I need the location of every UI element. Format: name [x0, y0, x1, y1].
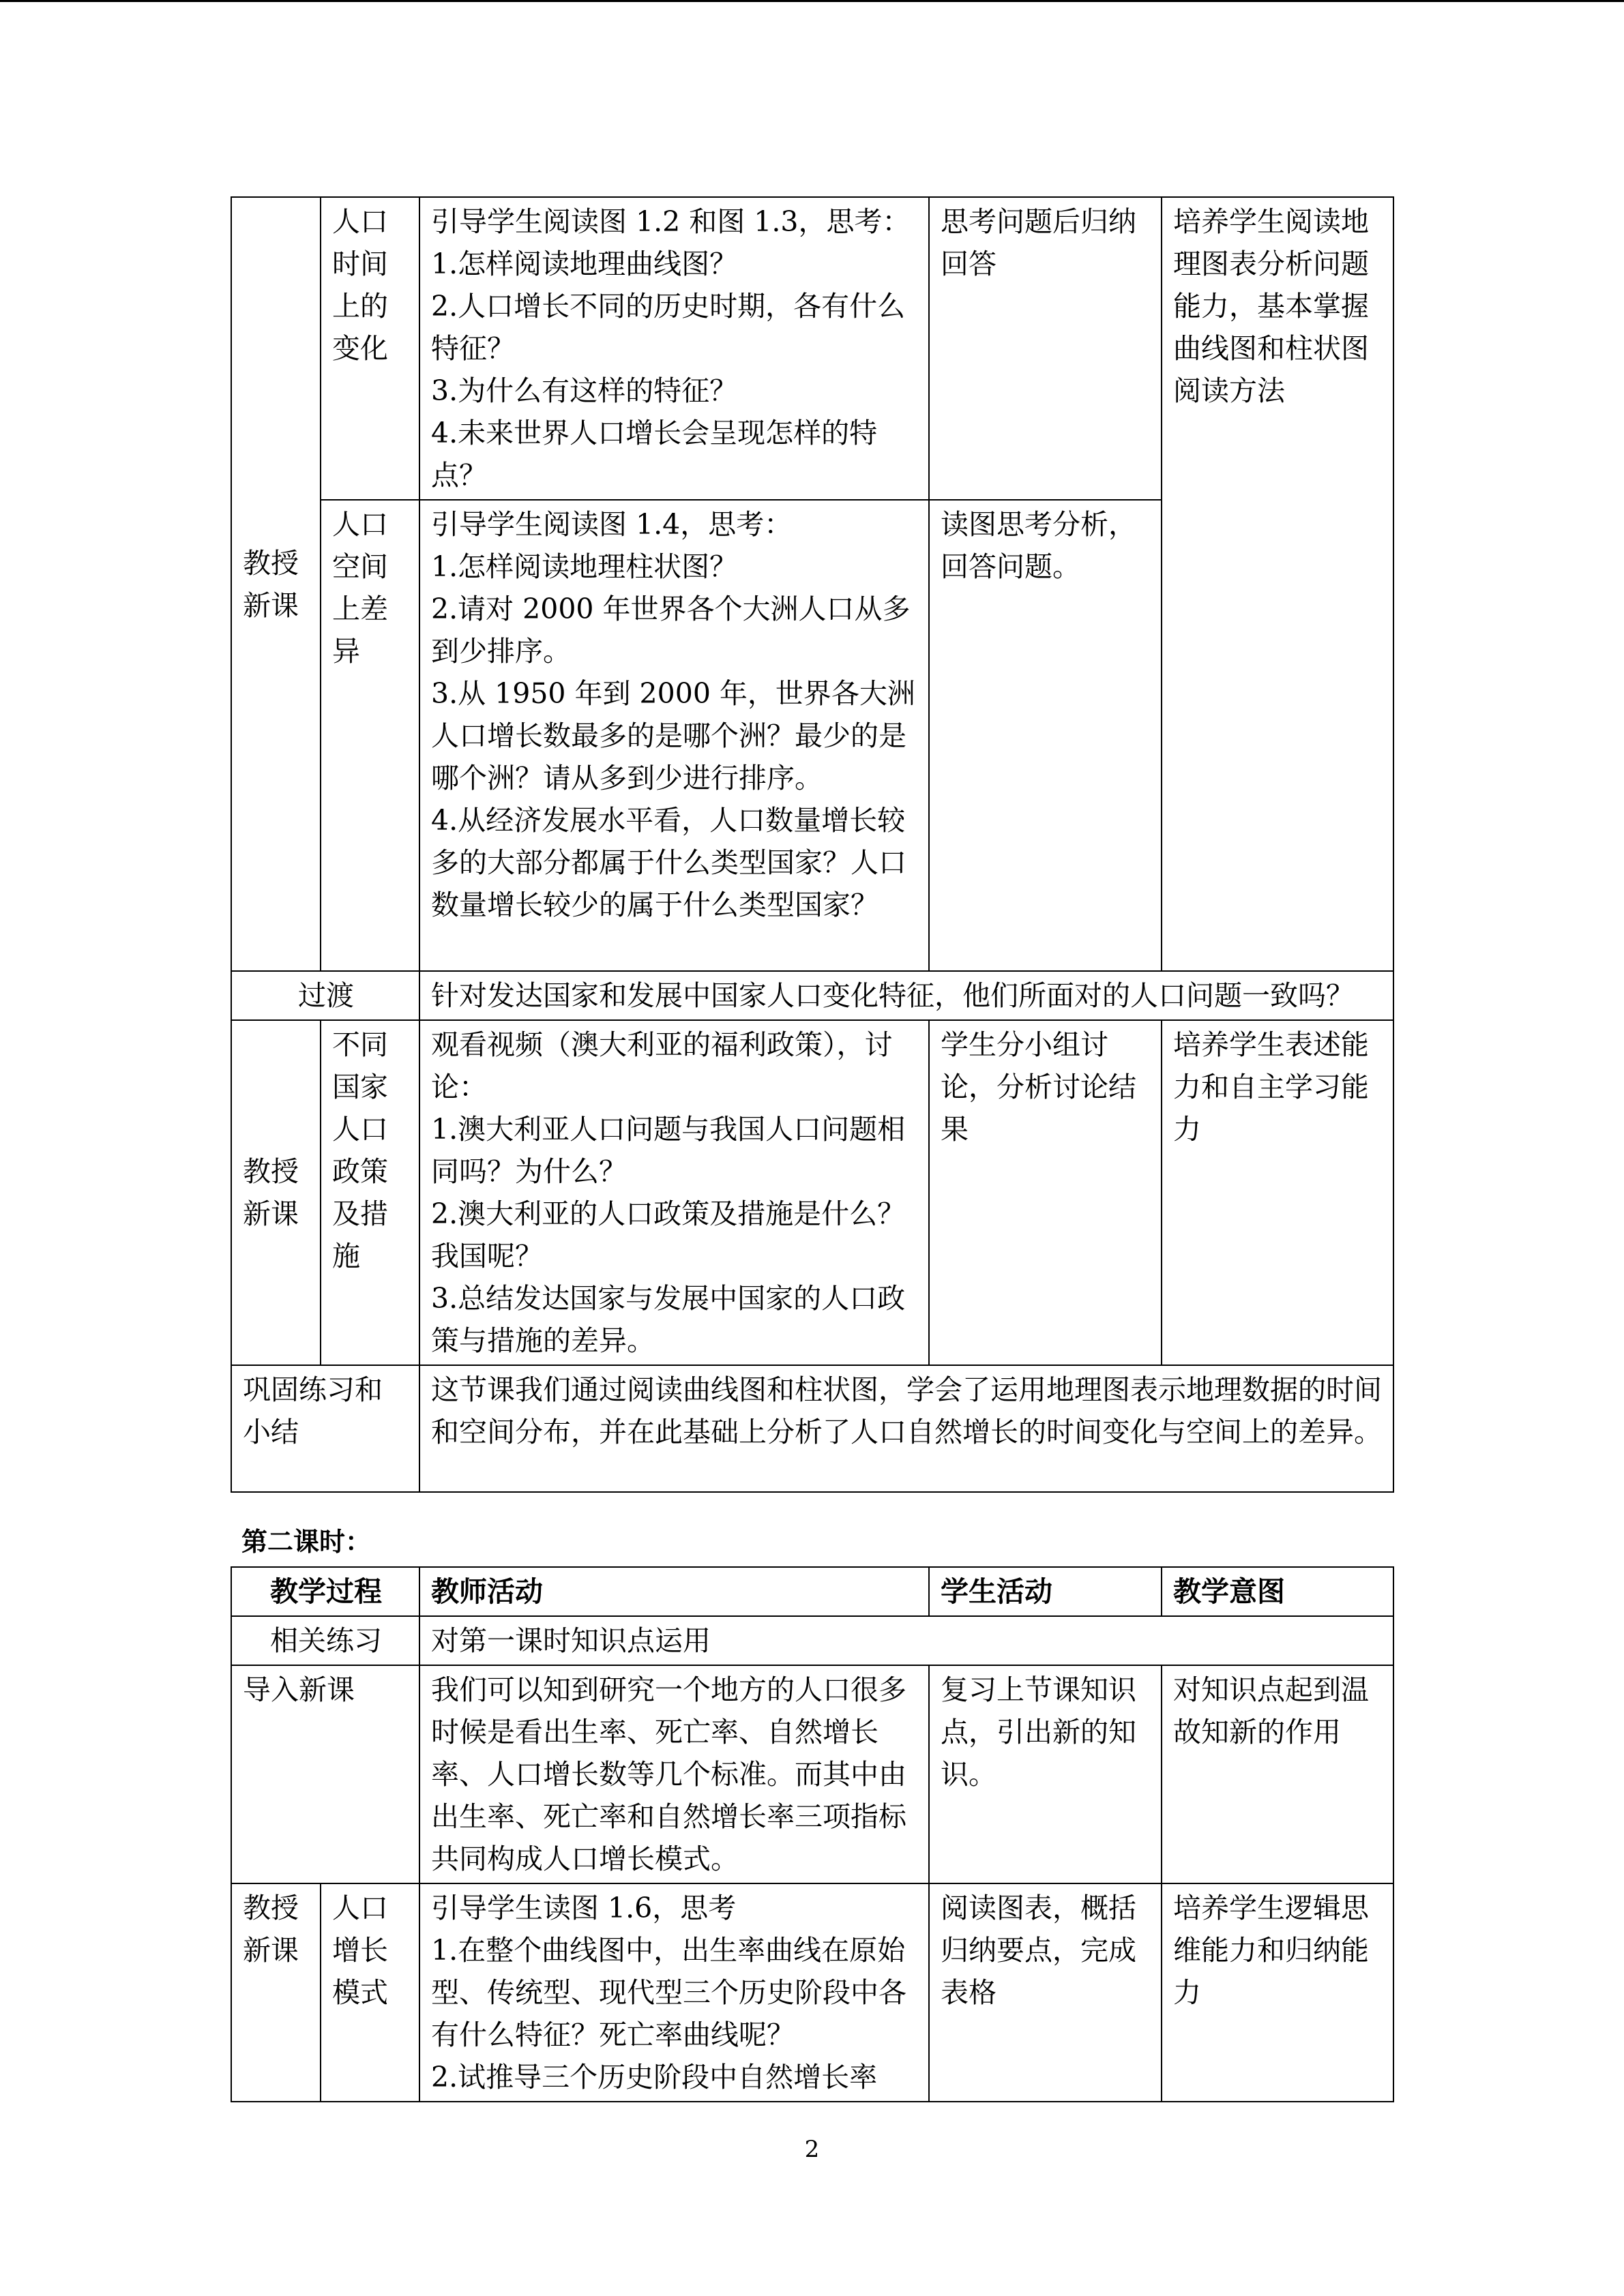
page-top-border: [0, 0, 1624, 2]
teacher-activity-model: 引导学生读图 1.6，思考 1.在整个曲线图中，出生率曲线在原始型、传统型、现代型三个历史阶段中各有什么特征？死亡率曲线呢？ 2.试推导三个历史阶段中自然增长率: [419, 1883, 929, 2102]
section-label-teach-new: 教授新课: [231, 197, 321, 971]
transition-label: 过渡: [231, 971, 419, 1020]
section-label-teach-new-2: 教授新课: [231, 1020, 321, 1365]
teacher-activity-time: 引导学生阅读图 1.2 和图 1.3，思考： 1.怎样阅读地理曲线图？ 2.人口增长不同的历史时期，各有什么特征？ 3.为什么有这样的特征？ 4.未来世界人口增长会呈现怎样的特点？: [419, 197, 929, 500]
teaching-intent-policy: 培养学生表述能力和自主学习能力: [1162, 1020, 1393, 1365]
student-activity-time: 思考问题后归纳回答: [929, 197, 1162, 500]
section-label-teach-new-3: 教授新课: [231, 1883, 321, 2102]
header-teacher-activity: 教师活动: [419, 1567, 929, 1616]
topic-time-change: 人口时间上的变化: [321, 197, 419, 500]
summary-text: 这节课我们通过阅读曲线图和柱状图，学会了运用地理图表示地理数据的时间和空间分布，并在此基础上分析了人口自然增长的时间变化与空间上的差异。: [419, 1365, 1393, 1492]
teacher-activity-intro: 我们可以知到研究一个地方的人口很多时候是看出生率、死亡率、自然增长率、人口增长数等几个标准。而其中由出生率、死亡率和自然增长率三项指标共同构成人口增长模式。: [419, 1665, 929, 1883]
second-lesson-title: 第二课时：: [241, 1527, 372, 1557]
summary-label: 巩固练习和小结: [231, 1365, 419, 1492]
header-student-activity: 学生活动: [929, 1567, 1162, 1616]
header-teaching-intent: 教学意图: [1162, 1567, 1393, 1616]
student-activity-space: 读图思考分析，回答问题。: [929, 500, 1162, 971]
practice-label: 相关练习: [231, 1616, 419, 1665]
teacher-activity-space: 引导学生阅读图 1.4，思考： 1.怎样阅读地理柱状图？ 2.请对 2000 年世界各个大洲人口从多到少排序。 3.从 1950 年到 2000 年，世界各大洲人口增长数最多的是哪个洲？最少的是哪个洲？请从多到少进行排序。 4.从经济发展水平看，人口数量增长较多的大部分都属于什么类型国家？人口数量增长较少的属于什么类型国家？: [419, 500, 929, 971]
student-activity-policy: 学生分小组讨论，分析讨论结果: [929, 1020, 1162, 1365]
teaching-intent-time: 培养学生阅读地理图表分析问题能力，基本掌握曲线图和柱状图阅读方法: [1162, 197, 1393, 971]
student-activity-model: 阅读图表，概括归纳要点，完成表格: [929, 1883, 1162, 2102]
teacher-activity-policy: 观看视频（澳大利亚的福利政策），讨论： 1.澳大利亚人口问题与我国人口问题相同吗？为什么？ 2.澳大利亚的人口政策及措施是什么？我国呢？ 3.总结发达国家与发展中国家的人口政策与措施的差异。: [419, 1020, 929, 1365]
lesson-plan-table-part1: [231, 196, 1394, 1493]
transition-text: 针对发达国家和发展中国家人口变化特征，他们所面对的人口问题一致吗？: [419, 971, 1393, 1020]
teaching-intent-intro: 对知识点起到温故知新的作用: [1162, 1665, 1393, 1883]
teaching-intent-model: 培养学生逻辑思维能力和归纳能力: [1162, 1883, 1393, 2102]
practice-text: 对第一课时知识点运用: [419, 1616, 1393, 1665]
intro-label: 导入新课: [231, 1665, 419, 1883]
topic-growth-model: 人口增长模式: [321, 1883, 419, 2102]
page-number: 2: [804, 2136, 820, 2163]
header-teaching-process: 教学过程: [231, 1567, 419, 1616]
lesson-plan-table-part2: [231, 1566, 1394, 2102]
student-activity-intro: 复习上节课知识点，引出新的知识。: [929, 1665, 1162, 1883]
topic-population-policy: 不同国家人口政策及措施: [321, 1020, 419, 1365]
topic-space-difference: 人口空间上差异: [321, 500, 419, 971]
